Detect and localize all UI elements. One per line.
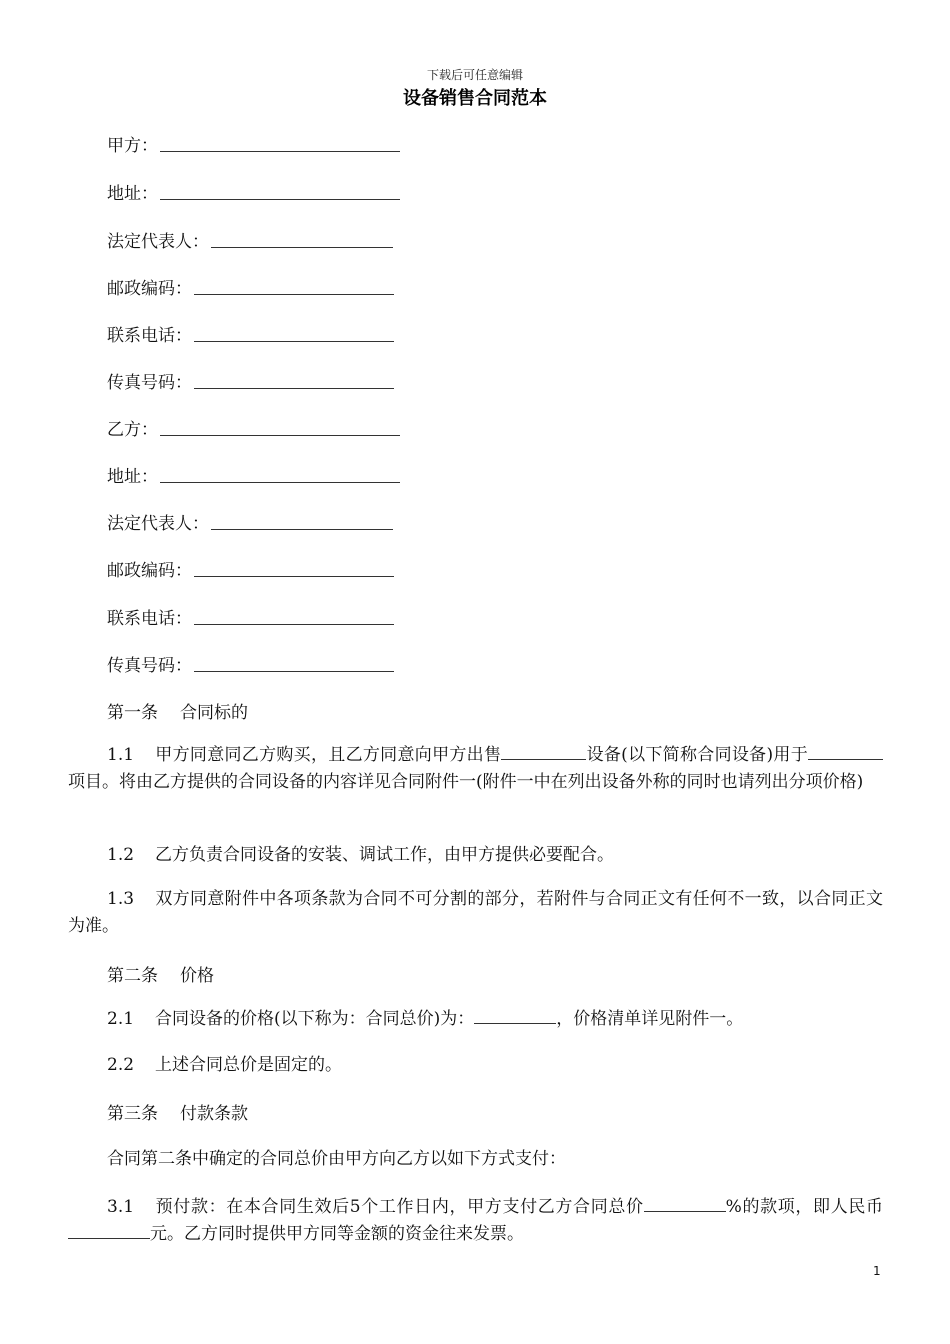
article-title: 价格	[180, 966, 214, 986]
article-number: 第二条	[107, 966, 158, 986]
field-label: 邮政编码：	[107, 279, 192, 299]
article-title: 合同标的	[180, 703, 248, 723]
clause-text: 项目。将由乙方提供的合同设备的内容详见合同附件一(附件一中在列出设备外称的同时也请列出分项价格)	[68, 772, 864, 792]
fill-blank[interactable]	[194, 623, 394, 625]
party-a-postcode-field[interactable]	[107, 274, 394, 299]
clause-text: 合同设备的价格(以下称为：合同总价)为：	[155, 1009, 475, 1029]
clause-text: 双方同意附件中各项条款为合同不可分割的部分，若附件与合同正文有任何不一致，以合同正文为准。	[68, 889, 883, 936]
clause-text: 预付款：在本合同生效后5个工作日内，甲方支付乙方合同总价	[155, 1197, 644, 1217]
article-number: 第一条	[107, 703, 158, 723]
party-a-address-field[interactable]	[107, 179, 400, 204]
party-b-fax-field[interactable]	[107, 651, 394, 676]
clause-1-3	[68, 886, 883, 940]
article-1-heading	[107, 698, 248, 723]
fill-blank[interactable]	[160, 198, 400, 200]
clause-text: %的款项，即人民币	[725, 1197, 883, 1217]
party-a-rep-field[interactable]	[107, 227, 393, 252]
field-label: 联系电话：	[107, 609, 192, 629]
article-number: 第三条	[107, 1104, 158, 1124]
field-label: 法定代表人：	[107, 232, 209, 252]
clause-number: 1.3	[107, 889, 135, 909]
clause-1-1	[68, 742, 883, 796]
clause-1-2	[68, 842, 883, 869]
field-label: 联系电话：	[107, 326, 192, 346]
clause-3-1	[68, 1194, 883, 1248]
clause-number: 2.1	[107, 1009, 135, 1029]
clause-number: 3.1	[107, 1197, 135, 1217]
clause-text: 设备(以下简称合同设备)用于	[586, 745, 809, 765]
fill-blank[interactable]	[194, 670, 394, 672]
fill-blank[interactable]	[211, 528, 393, 530]
field-label: 法定代表人：	[107, 514, 209, 534]
clause-text: 甲方同意同乙方购买，且乙方同意向甲方出售	[155, 745, 502, 765]
fill-blank[interactable]	[160, 481, 400, 483]
party-a-phone-field[interactable]	[107, 321, 394, 346]
fill-blank[interactable]	[501, 743, 586, 760]
article-3-intro: 合同第二条中确定的合同总价由甲方向乙方以如下方式支付：	[107, 1149, 566, 1169]
party-b-name-field[interactable]	[107, 415, 400, 440]
article-3-heading	[107, 1099, 248, 1124]
fill-blank[interactable]	[68, 1222, 150, 1239]
page-number: 1	[873, 1264, 881, 1278]
field-label: 传真号码：	[107, 656, 192, 676]
clause-number: 2.2	[107, 1055, 135, 1075]
document-title: 设备销售合同范本	[403, 88, 547, 109]
field-label: 甲方：	[107, 136, 158, 156]
fill-blank[interactable]	[211, 246, 393, 248]
article-title: 付款条款	[180, 1104, 248, 1124]
party-b-postcode-field[interactable]	[107, 556, 394, 581]
clause-2-1	[68, 1006, 883, 1033]
fill-blank[interactable]	[194, 340, 394, 342]
fill-blank[interactable]	[160, 150, 400, 152]
fill-blank[interactable]	[474, 1007, 556, 1024]
fill-blank[interactable]	[644, 1195, 726, 1212]
clause-2-2	[68, 1052, 883, 1079]
clause-number: 1.2	[107, 845, 135, 865]
article-2-heading	[107, 961, 214, 986]
clause-text: 乙方负责合同设备的安装、调试工作，由甲方提供必要配合。	[155, 845, 614, 865]
clause-text: 上述合同总价是固定的。	[155, 1055, 342, 1075]
party-b-rep-field[interactable]	[107, 509, 393, 534]
fill-blank[interactable]	[194, 575, 394, 577]
party-b-address-field[interactable]	[107, 462, 400, 487]
clause-text: 元。乙方同时提供甲方同等金额的资金往来发票。	[150, 1224, 524, 1244]
fill-blank[interactable]	[160, 434, 400, 436]
field-label: 邮政编码：	[107, 561, 192, 581]
party-a-name-field[interactable]	[107, 131, 400, 156]
field-label: 传真号码：	[107, 373, 192, 393]
party-a-fax-field[interactable]	[107, 368, 394, 393]
fill-blank[interactable]	[194, 293, 394, 295]
field-label: 地址：	[107, 467, 158, 487]
fill-blank[interactable]	[808, 743, 883, 760]
field-label: 地址：	[107, 184, 158, 204]
field-label: 乙方：	[107, 420, 158, 440]
clause-text: ，价格清单详见附件一。	[556, 1009, 744, 1029]
clause-number: 1.1	[107, 745, 135, 765]
header-note: 下载后可任意编辑	[426, 68, 523, 82]
party-b-phone-field[interactable]	[107, 604, 394, 629]
fill-blank[interactable]	[194, 387, 394, 389]
